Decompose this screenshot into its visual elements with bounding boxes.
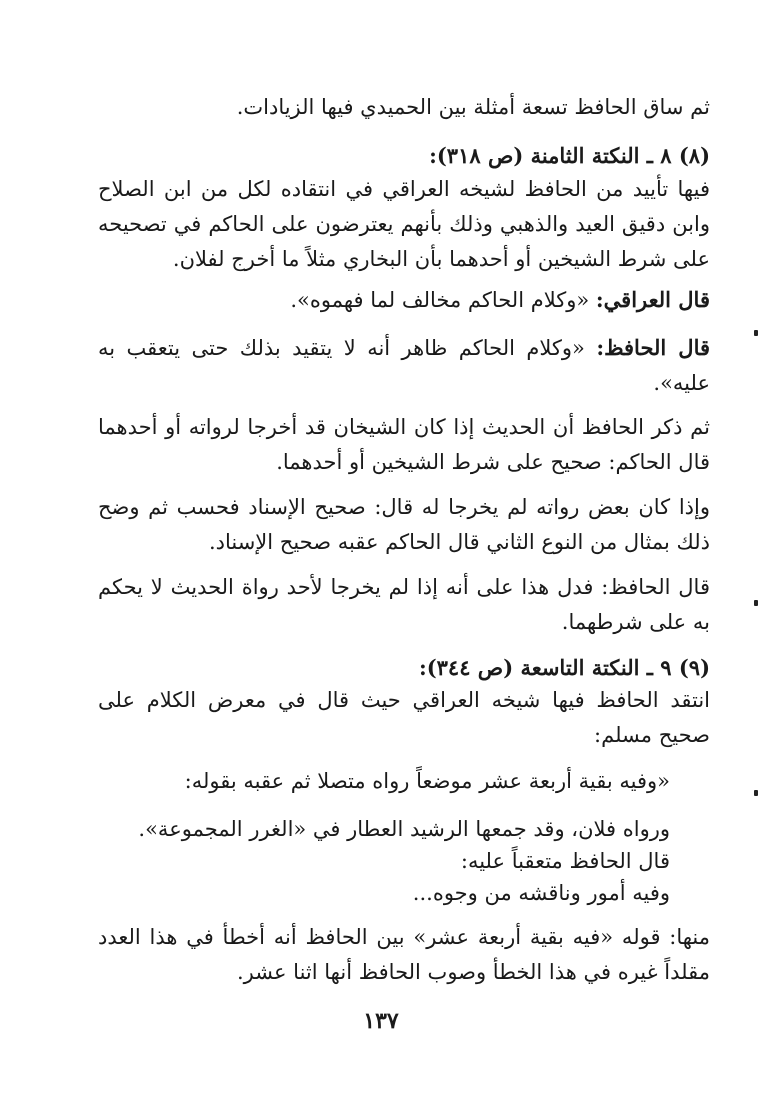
paragraph-isnad: وإذا كان بعض رواته لم يخرجا له قال: صحيح الإسناد فحسب ثم وضح ذلك بمثال من النوع الثاني قال الحاكم عقبه صحيح الإسناد. (98, 495, 710, 554)
section-heading-9: (٩) ٩ ـ النكتة التاسعة (ص ٣٤٤): (418, 655, 710, 680)
speaker-label: قال العراقي: (595, 287, 710, 312)
section-heading-8: (٨) ٨ ـ النكتة الثامنة (ص ٣١٨): (429, 143, 710, 168)
paragraph-conclusion: قال الحافظ: فدل هذا على أنه إذا لم يخرجا لأحد رواة الحديث لا يحكم به على شرطهما. (98, 575, 710, 634)
paragraph-iraqi-quote (98, 282, 710, 318)
quote-line: وفيه أمور وناقشه من وجوه... (412, 881, 670, 905)
quote-line: قال الحافظ متعقباً عليه: (460, 849, 670, 873)
paragraph-hafiz-quote (98, 330, 710, 401)
page-number: ١٣٧ (363, 1008, 399, 1034)
paragraph-intro: ثم ساق الحافظ تسعة أمثلة بين الحميدي فيها الزيادات. (236, 95, 710, 119)
quote-text: «وكلام الحاكم مخالف لما فهموه». (290, 288, 596, 312)
margin-mark (754, 790, 758, 796)
quote-line: ورواه فلان، وقد جمعها الرشيد العطار في «الغرر المجموعة». (138, 817, 670, 841)
paragraph-critique: انتقد الحافظ فيها شيخه العراقي حيث قال في معرض الكلام على صحيح مسلم: (98, 688, 710, 747)
speaker-label: قال الحافظ: (596, 335, 711, 360)
paragraph-error: منها: قوله «فيه بقية أربعة عشر» بين الحافظ أنه أخطأ في هذا العدد مقلداً غيره في هذا الخطأ وصوب الحافظ أنها اثنا عشر. (98, 925, 710, 984)
margin-mark (754, 330, 758, 336)
quote-text: «وكلام الحاكم ظاهر أنه لا يتقيد بذلك حتى يتعقب به عليه». (98, 336, 710, 395)
quote-line: «وفيه بقية أربعة عشر موضعاً رواه متصلا ثم عقبه بقوله: (184, 769, 670, 793)
margin-mark (754, 600, 758, 606)
paragraph-hadith-condition: ثم ذكر الحافظ أن الحديث إذا كان الشيخان قد أخرجا لرواته أو أحدهما قال الحاكم: صحيح على شرط الشيخين أو أحدهما. (98, 415, 710, 474)
paragraph-support: فيها تأييد من الحافظ لشيخه العراقي في انتقاده لكل من ابن الصلاح وابن دقيق العيد والذهبي وذلك بأنهم يعترضون على الحاكم في تصحيحه على شرط الشيخين أو أحدهما بأن البخاري مثلاً ما أخرج لفلان. (98, 177, 710, 271)
